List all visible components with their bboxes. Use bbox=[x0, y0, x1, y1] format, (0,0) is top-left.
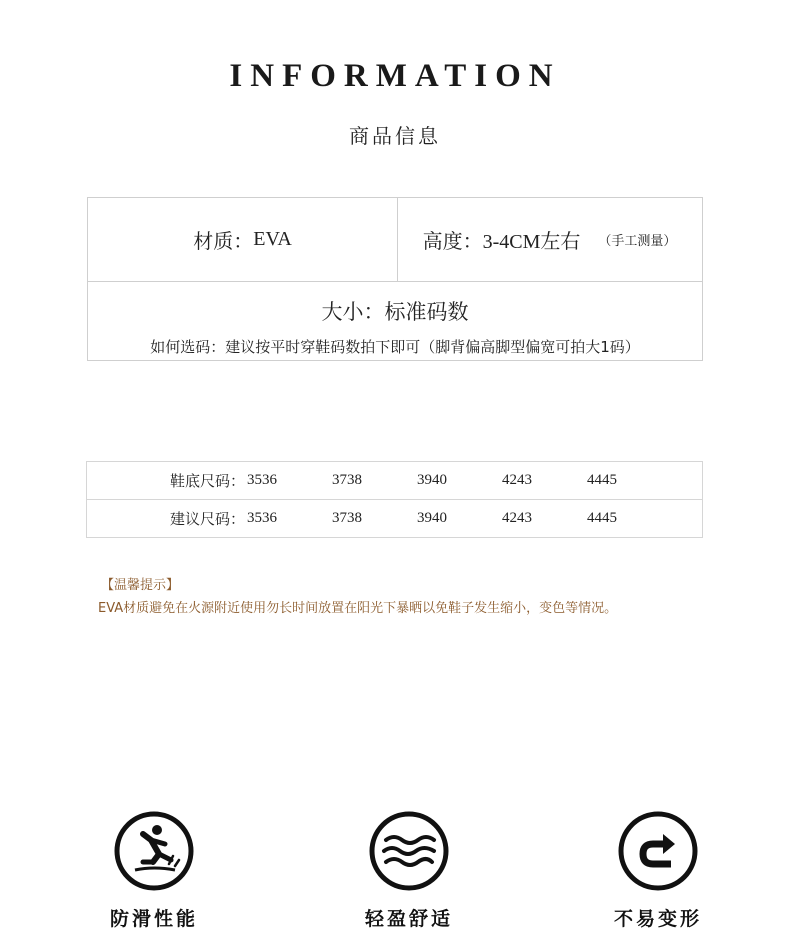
feature-no-deform bbox=[588, 810, 728, 931]
info-row bbox=[88, 198, 702, 282]
anti-slip-icon bbox=[113, 810, 195, 892]
material-label: 材质： bbox=[193, 229, 254, 253]
comfort-waves-icon bbox=[368, 810, 450, 892]
size-cell: 4243 bbox=[502, 472, 532, 488]
size-cell: 4445 bbox=[587, 510, 617, 526]
tip-body: EVA材质避免在火源附近使用勿长时间放置在阳光下暴晒以免鞋子发生缩小，变色等情况。 bbox=[98, 601, 618, 616]
row-label: 鞋底尺码： bbox=[169, 472, 245, 490]
size-title: 大小：标准码数 bbox=[321, 300, 469, 324]
size-cell: 3536 bbox=[247, 472, 277, 488]
page-title: INFORMATION bbox=[229, 58, 561, 94]
feature-label: 防滑性能 bbox=[109, 908, 198, 930]
feature-label: 轻盈舒适 bbox=[364, 908, 453, 930]
feature-label: 不易变形 bbox=[613, 908, 702, 930]
size-cell: 4445 bbox=[587, 472, 617, 488]
size-cell: 4243 bbox=[502, 510, 532, 526]
height-cell bbox=[397, 198, 702, 281]
material-cell bbox=[88, 198, 398, 281]
table-row bbox=[87, 462, 702, 500]
size-cell: 3738 bbox=[332, 472, 362, 488]
return-arrow-icon bbox=[617, 810, 699, 892]
size-tip: 如何选码：建议按平时穿鞋码数拍下即可（脚背偏高脚型偏宽可拍大1码） bbox=[150, 338, 640, 356]
material-value: EVA bbox=[253, 228, 292, 250]
height-value: 3-4CM左右 bbox=[482, 231, 581, 253]
feature-anti-slip bbox=[84, 810, 224, 931]
size-info-row bbox=[88, 282, 702, 360]
height-note: （手工测量） bbox=[598, 234, 677, 249]
size-cell: 3536 bbox=[247, 510, 277, 526]
table-row bbox=[87, 500, 702, 537]
feature-comfort bbox=[339, 810, 479, 931]
row-label: 建议尺码： bbox=[169, 510, 245, 528]
product-info-table bbox=[87, 197, 703, 361]
height-label: 高度： bbox=[422, 229, 483, 253]
size-cell: 3940 bbox=[417, 510, 447, 526]
page-subtitle: 商品信息 bbox=[349, 124, 441, 148]
size-cell: 3738 bbox=[332, 510, 362, 526]
size-table bbox=[86, 461, 703, 538]
tip-heading: 【温馨提示】 bbox=[101, 578, 180, 593]
size-cell: 3940 bbox=[417, 472, 447, 488]
